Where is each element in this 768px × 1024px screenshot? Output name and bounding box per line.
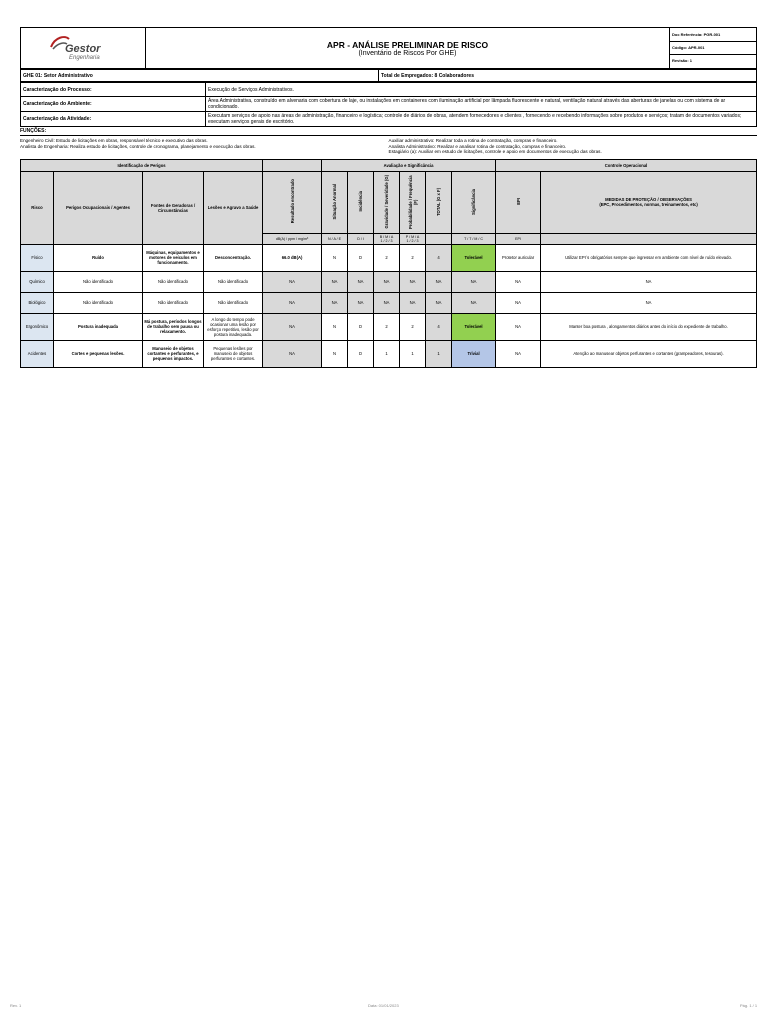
group-identificacao: Identificação de Perigos	[21, 159, 263, 171]
cell-resultado: 66.0 dB(A)	[263, 244, 322, 271]
col-medidas-sub: (EPC, Procedimentos, normas, treinamentos, etc)	[599, 202, 698, 207]
cell-incidencia: D	[348, 313, 374, 340]
col-lesoes: Lesões e Agravo a Saúde	[204, 171, 263, 244]
info-row	[21, 112, 757, 127]
col-epi-label: EPI	[515, 198, 521, 205]
cell-perigo: Não identificado	[54, 292, 143, 313]
col-significancia	[452, 171, 496, 233]
cell-lesao: Não identificado	[204, 292, 263, 313]
cell-incidencia: NA	[348, 292, 374, 313]
table-row	[21, 244, 757, 271]
col-medidas-label: MEDIDAS DE PROTEÇÃO / OBSERVAÇÕES	[605, 197, 692, 202]
unit-gravidade-a: B / M / A	[379, 234, 394, 239]
table-row	[21, 340, 757, 367]
funcao-item: Analista Administrativo: Realizar e analisar rotina de contratação, compras e financeiro.	[388, 143, 567, 149]
risk-rows	[21, 244, 757, 367]
logo-subtitle: Engenharia	[69, 55, 100, 61]
col-epi	[496, 171, 541, 233]
group-avaliacao: Avaliação e Significância	[322, 159, 496, 171]
cell-resultado: NA	[263, 271, 322, 292]
cell-total: 4	[426, 244, 452, 271]
col-situacao	[322, 171, 348, 233]
col-incidencia	[348, 171, 374, 233]
document-subtitle: (Inventário de Riscos Por GHE)	[358, 49, 457, 57]
col-perigos: Perigos Ocupacionais / Agentes	[54, 171, 143, 244]
info-value: Execução de Serviços Administrativos.	[206, 83, 757, 97]
unit-situacao: N / A / E	[322, 233, 348, 244]
cell-gravidade: 2	[374, 244, 400, 271]
cell-fonte: Não identificado	[143, 292, 204, 313]
unit-probabilidade	[400, 233, 426, 244]
table-row	[21, 292, 757, 313]
cell-total: NA	[426, 271, 452, 292]
apr-sheet	[20, 27, 757, 368]
cell-incidencia: D	[348, 340, 374, 367]
unit-gravidade-b: 1 / 2 / 3	[380, 238, 393, 243]
company-logo	[23, 29, 143, 67]
cell-situacao: N	[322, 313, 348, 340]
funcoes-title: FUNÇÕES:	[20, 127, 757, 136]
group-controle: Controle Operacional	[496, 159, 757, 171]
cell-significancia: NA	[452, 292, 496, 313]
cell-medidas: NA	[541, 292, 757, 313]
col-medidas	[541, 171, 757, 233]
funcoes-right	[389, 138, 758, 155]
col-resultado-label: Resultado encontrado	[289, 179, 295, 224]
ref-codigo: Código: APR-001	[670, 42, 756, 55]
header-table	[20, 27, 757, 69]
funcoes-left	[20, 138, 389, 155]
unit-resultado: dB(A) / ppm / mg/m³	[263, 233, 322, 244]
cell-gravidade: 2	[374, 313, 400, 340]
unit-probabilidade-b: 1 / 2 / 3	[406, 238, 419, 243]
cell-risco: Acidentes	[21, 340, 54, 367]
cell-significancia: NA	[452, 271, 496, 292]
risk-table	[20, 159, 757, 368]
cell-perigo: Não identificado	[54, 271, 143, 292]
cell-fonte: Manuseio de objetos cortantes e perfurantes, e pequenos impactos.	[143, 340, 204, 367]
cell-epi: NA	[496, 292, 541, 313]
cell-epi: NA	[496, 271, 541, 292]
unit-epi: EPI	[496, 233, 541, 244]
cell-risco: Químico	[21, 271, 54, 292]
ghe-table	[20, 69, 757, 82]
cell-probabilidade: 2	[400, 313, 426, 340]
cell-epi: NA	[496, 340, 541, 367]
col-situacao-label: Situação Anormal	[332, 183, 338, 220]
cell-situacao: NA	[322, 292, 348, 313]
col-significancia-label: Significância	[471, 188, 477, 215]
unit-incidencia: D / I	[348, 233, 374, 244]
cell-medidas: Atenção ao manusear objetos perfurantes e cortantes (grampeadores, tesouras).	[541, 340, 757, 367]
ghe-name: GHE 01: Setor Administrativo	[21, 70, 379, 82]
cell-gravidade: NA	[374, 292, 400, 313]
cell-fonte: Má postura, períodos longos de trabalho sem pausa ou relaxamento.	[143, 313, 204, 340]
cell-perigo: Ruído	[54, 244, 143, 271]
cell-probabilidade: 1	[400, 340, 426, 367]
info-value: Área Administrativa, construído em alvenaria com cobertura de laje, ou instalações em containeres com iluminação artificial por lâmpada fluorescente e natural, ventilação natural através das aberturas de janelas ou com sistema de ar condicionado.	[206, 97, 757, 112]
funcao-item: Auxiliar administrativo: Realizar toda a rotina de contratação, compras e financeiro.	[388, 138, 558, 143]
cell-incidencia: NA	[348, 271, 374, 292]
info-label: Caracterização da Atividade:	[21, 112, 206, 127]
col-total-label: TOTAL (G x F)	[436, 187, 442, 216]
cell-medidas: Utilizar EPI´s obrigatórios sempre que ingressar em ambiente com nível de ruído elevado.	[541, 244, 757, 271]
unit-total	[426, 233, 452, 244]
cell-medidas: Manter boa postura , alongamentos diários antes do início do expediente de trabalho.	[541, 313, 757, 340]
col-gravidade	[374, 171, 400, 233]
info-row	[21, 97, 757, 112]
info-label: Caracterização do Processo:	[21, 83, 206, 97]
cell-situacao: N	[322, 340, 348, 367]
cell-epi: NA	[496, 313, 541, 340]
footer-center: Data: 01/01/2023	[368, 1003, 399, 1008]
cell-lesao: Desconcentração.	[204, 244, 263, 271]
unit-gravidade	[374, 233, 400, 244]
reference-cell	[670, 28, 757, 69]
cell-lesao: Pequenas lesões por manuseio de objetos perfurantes e cortantes.	[204, 340, 263, 367]
col-resultado	[263, 171, 322, 233]
funcao-item: Analista de Engenharia: Realiza estudo de licitações, controle de cronograma, planejamento e execução das obras.	[20, 143, 256, 149]
col-fontes: Fontes de Geradoras / Circunstâncias	[143, 171, 204, 244]
logo-cell	[21, 28, 146, 69]
cell-epi: Protetor auricular	[496, 244, 541, 271]
cell-significancia: Trivial	[452, 340, 496, 367]
cell-resultado: NA	[263, 313, 322, 340]
col-probabilidade-label: Probabilidade / Frequência (F)	[407, 174, 418, 229]
group-blank	[263, 159, 322, 171]
funcao-item: Engenheiro Civil: Estudo de licitações em obras, responsável técnico e executivo das obras.	[20, 138, 208, 143]
ref-doc: Doc Referência: PGR-001	[670, 29, 756, 42]
info-row	[21, 83, 757, 97]
table-row	[21, 313, 757, 340]
cell-lesao: A longo do tempo pode ocasionar uma lesão por esforço repetitivo, lesão por postura inadequada.	[204, 313, 263, 340]
cell-fonte: Máquinas, equipamentos e motores de veículos em funcionamento.	[143, 244, 204, 271]
logo-brand: Gestor	[65, 43, 101, 55]
ref-revisao: Revisão: 1	[672, 58, 693, 63]
cell-risco: Biológico	[21, 292, 54, 313]
info-value: Executam serviços de apoio nas áreas de administração, financeiro e logística; controle de diários de obras, atendem fornecedores e clientes , fornecendo e recebendo informações sobre produtos e serviços; tratam de documentos variados; executam serviços gerais de escritório.	[206, 112, 757, 127]
cell-medidas: NA	[541, 271, 757, 292]
cell-perigo: Postura inadequada	[54, 313, 143, 340]
funcao-item: Estagiário (a): Auxiliar em estudo de licitações, controle e apoio em documentos de execução das obras.	[388, 149, 602, 154]
cell-probabilidade: NA	[400, 271, 426, 292]
cell-lesao: Não identificado	[204, 271, 263, 292]
unit-significancia: T / T / M / C	[452, 233, 496, 244]
table-row	[21, 271, 757, 292]
cell-probabilidade: 2	[400, 244, 426, 271]
col-incidencia-label: Incidência	[358, 191, 364, 212]
info-label: Caracterização do Ambiente:	[21, 97, 206, 112]
cell-incidencia: D	[348, 244, 374, 271]
document-title: APR - ANÁLISE PRELIMINAR DE RISCO	[326, 39, 489, 50]
cell-probabilidade: NA	[400, 292, 426, 313]
col-gravidade-label: Gravidade / Severidade (G)	[384, 174, 390, 229]
cell-significancia: Tolerável	[452, 313, 496, 340]
footer-left: Rev. 1	[10, 1003, 22, 1008]
cell-situacao: N	[322, 244, 348, 271]
cell-resultado: NA	[263, 292, 322, 313]
col-risco: Risco	[21, 171, 54, 244]
col-probabilidade	[400, 171, 426, 233]
unit-probabilidade-a: P / M / A	[405, 234, 420, 239]
cell-resultado: NA	[263, 340, 322, 367]
cell-total: 4	[426, 313, 452, 340]
cell-total: 1	[426, 340, 452, 367]
col-total	[426, 171, 452, 233]
unit-medidas	[541, 233, 757, 244]
cell-gravidade: NA	[374, 271, 400, 292]
cell-risco: Ergonômico	[21, 313, 54, 340]
ghe-total: Total de Empregados: 8 Colaboradores	[379, 70, 757, 82]
cell-fonte: Não identificado	[143, 271, 204, 292]
cell-situacao: NA	[322, 271, 348, 292]
cell-perigo: Cortes e pequenas lesões.	[54, 340, 143, 367]
title-cell	[146, 28, 670, 69]
funcoes-block	[20, 136, 757, 157]
cell-significancia: Tolerável	[452, 244, 496, 271]
info-table	[20, 82, 757, 127]
cell-total: NA	[426, 292, 452, 313]
footer-right: Pág. 1 / 1	[740, 1003, 758, 1008]
cell-risco: Físico	[21, 244, 54, 271]
cell-gravidade: 1	[374, 340, 400, 367]
